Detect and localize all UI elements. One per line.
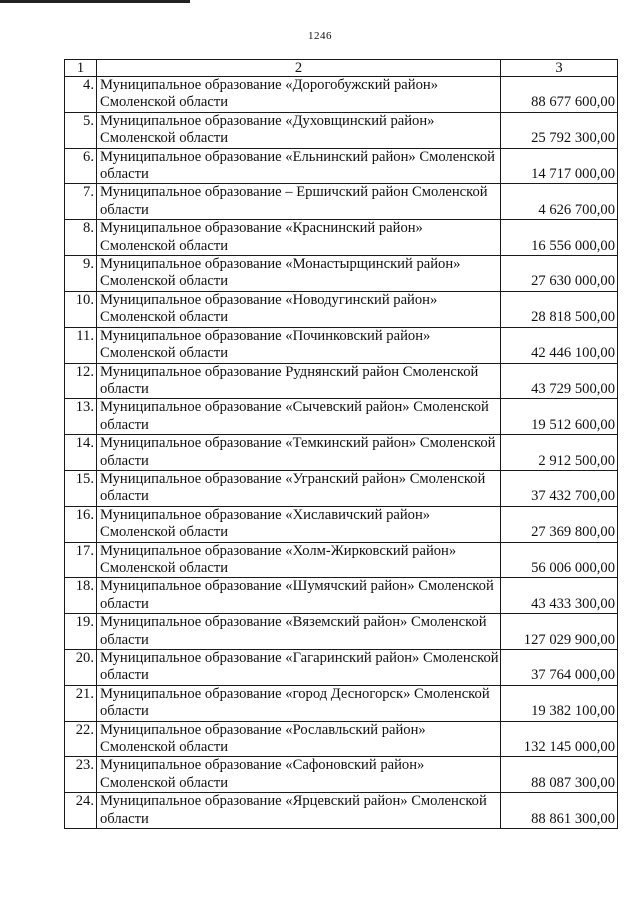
table-row xyxy=(65,399,618,435)
row-number: 21. xyxy=(65,685,97,721)
table-row xyxy=(65,650,618,686)
amount-value: 37 764 000,00 xyxy=(501,650,618,686)
municipality-name: Муниципальное образование «Дорогобужский район» Смоленской области xyxy=(97,77,501,113)
amount-value: 27 369 800,00 xyxy=(501,506,618,542)
table-row xyxy=(65,220,618,256)
row-number: 23. xyxy=(65,757,97,793)
municipality-name: Муниципальное образование «Ельнинский район» Смоленской области xyxy=(97,148,501,184)
amount-value: 2 912 500,00 xyxy=(501,435,618,471)
amount-value: 28 818 500,00 xyxy=(501,291,618,327)
table-row xyxy=(65,77,618,113)
table-row xyxy=(65,721,618,757)
municipality-name: Муниципальное образование «Угранский район» Смоленской области xyxy=(97,470,501,506)
municipality-name: Муниципальное образование «Холм-Жирковский район» Смоленской области xyxy=(97,542,501,578)
amount-value: 88 087 300,00 xyxy=(501,757,618,793)
row-number: 17. xyxy=(65,542,97,578)
table-row xyxy=(65,291,618,327)
column-header-1: 1 xyxy=(65,60,97,77)
table-row xyxy=(65,327,618,363)
row-number: 13. xyxy=(65,399,97,435)
municipality-name: Муниципальное образование «Ярцевский район» Смоленской области xyxy=(97,793,501,829)
row-number: 24. xyxy=(65,793,97,829)
row-number: 7. xyxy=(65,184,97,220)
table-body xyxy=(65,60,618,829)
amount-value: 88 861 300,00 xyxy=(501,793,618,829)
amount-value: 25 792 300,00 xyxy=(501,112,618,148)
municipality-name: Муниципальное образование «Починковский район» Смоленской области xyxy=(97,327,501,363)
municipality-name: Муниципальное образование – Ершичский район Смоленской области xyxy=(97,184,501,220)
table-row xyxy=(65,470,618,506)
row-number: 16. xyxy=(65,506,97,542)
table-row xyxy=(65,578,618,614)
municipality-name: Муниципальное образование «Шумячский район» Смоленской области xyxy=(97,578,501,614)
table-row xyxy=(65,757,618,793)
row-number: 10. xyxy=(65,291,97,327)
row-number: 8. xyxy=(65,220,97,256)
municipality-name: Муниципальное образование «Рославльский район» Смоленской области xyxy=(97,721,501,757)
row-number: 20. xyxy=(65,650,97,686)
table-row xyxy=(65,793,618,829)
column-header-3: 3 xyxy=(501,60,618,77)
amount-value: 19 512 600,00 xyxy=(501,399,618,435)
amount-value: 132 145 000,00 xyxy=(501,721,618,757)
municipality-name: Муниципальное образование «Темкинский район» Смоленской области xyxy=(97,435,501,471)
table-row xyxy=(65,256,618,292)
row-number: 14. xyxy=(65,435,97,471)
row-number: 12. xyxy=(65,363,97,399)
municipality-name: Муниципальное образование «город Десногорск» Смоленской области xyxy=(97,685,501,721)
municipality-name: Муниципальное образование «Сычевский район» Смоленской области xyxy=(97,399,501,435)
table-row xyxy=(65,363,618,399)
row-number: 22. xyxy=(65,721,97,757)
amount-value: 56 006 000,00 xyxy=(501,542,618,578)
table-row xyxy=(65,184,618,220)
municipality-name: Муниципальное образование «Новодугинский район» Смоленской области xyxy=(97,291,501,327)
document-table xyxy=(64,59,618,829)
page-number: 1246 xyxy=(308,30,332,42)
municipality-name: Муниципальное образование «Краснинский район» Смоленской области xyxy=(97,220,501,256)
municipality-name: Муниципальное образование «Вяземский район» Смоленской области xyxy=(97,614,501,650)
municipality-name: Муниципальное образование «Монастырщинский район» Смоленской области xyxy=(97,256,501,292)
row-number: 15. xyxy=(65,470,97,506)
column-header-2: 2 xyxy=(97,60,501,77)
amount-value: 14 717 000,00 xyxy=(501,148,618,184)
amount-value: 27 630 000,00 xyxy=(501,256,618,292)
amount-value: 37 432 700,00 xyxy=(501,470,618,506)
municipality-name: Муниципальное образование «Хиславичский район» Смоленской области xyxy=(97,506,501,542)
row-number: 11. xyxy=(65,327,97,363)
amount-value: 4 626 700,00 xyxy=(501,184,618,220)
amount-value: 43 729 500,00 xyxy=(501,363,618,399)
amount-value: 19 382 100,00 xyxy=(501,685,618,721)
top-rule xyxy=(0,0,190,3)
row-number: 19. xyxy=(65,614,97,650)
table-row xyxy=(65,614,618,650)
row-number: 5. xyxy=(65,112,97,148)
row-number: 9. xyxy=(65,256,97,292)
municipality-name: Муниципальное образование «Гагаринский район» Смоленской области xyxy=(97,650,501,686)
table-row xyxy=(65,435,618,471)
municipality-name: Муниципальное образование «Сафоновский район» Смоленской области xyxy=(97,757,501,793)
amount-value: 16 556 000,00 xyxy=(501,220,618,256)
amount-value: 42 446 100,00 xyxy=(501,327,618,363)
table-row xyxy=(65,506,618,542)
table-row xyxy=(65,542,618,578)
amount-value: 43 433 300,00 xyxy=(501,578,618,614)
table-header-row xyxy=(65,60,618,77)
municipality-name: Муниципальное образование «Духовщинский район» Смоленской области xyxy=(97,112,501,148)
row-number: 18. xyxy=(65,578,97,614)
table-row xyxy=(65,685,618,721)
amount-value: 127 029 900,00 xyxy=(501,614,618,650)
row-number: 6. xyxy=(65,148,97,184)
table-row xyxy=(65,112,618,148)
amount-value: 88 677 600,00 xyxy=(501,77,618,113)
table-row xyxy=(65,148,618,184)
row-number: 4. xyxy=(65,77,97,113)
municipality-name: Муниципальное образование Руднянский район Смоленской области xyxy=(97,363,501,399)
